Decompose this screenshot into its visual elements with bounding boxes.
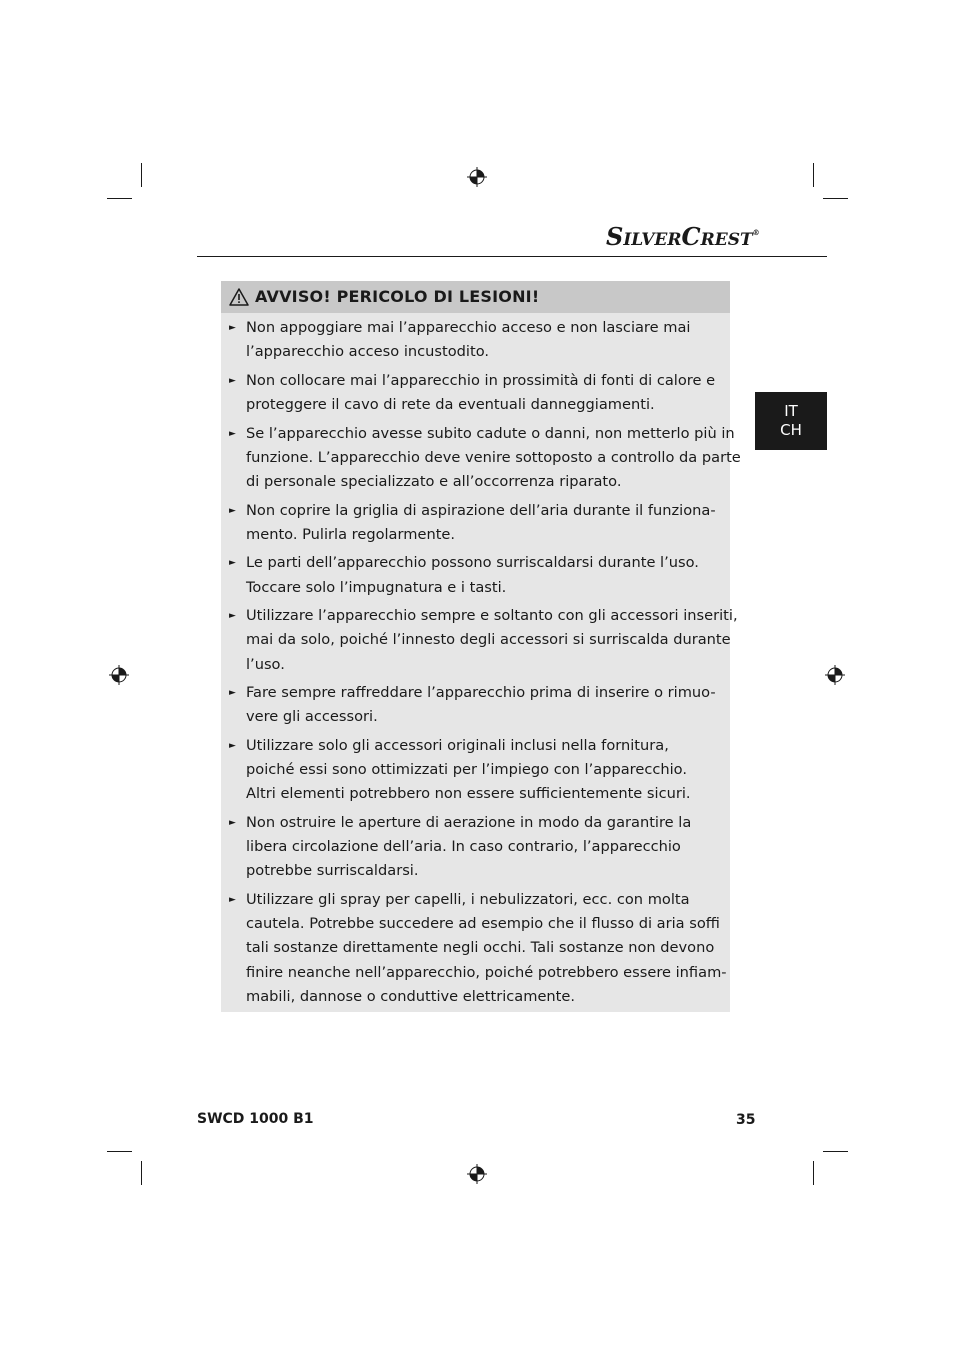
text-line: Non appoggiare mai l’apparecchio acceso e non lasciare mai — [246, 319, 691, 336]
page-number: 35 — [736, 1112, 756, 1128]
text-line: Fare sempre raffreddare l’apparecchio prima di inserire o rimuo- — [246, 684, 716, 702]
text-line: l’apparecchio acceso incustodito. — [246, 343, 490, 361]
warning-box — [221, 281, 741, 1012]
text-line: Non collocare mai l’apparecchio in prossimità di fonti di calore e — [246, 371, 716, 389]
registration-mark-icon — [109, 665, 129, 685]
warning-item-text — [246, 681, 726, 729]
text-line: libera circolazione dell’aria. In caso contrario, l’apparecchio — [246, 838, 681, 856]
text-line: Utilizzare gli spray per capelli, i nebulizzatori, ecc. con molta — [246, 891, 690, 908]
crop-mark — [813, 1161, 814, 1185]
warning-item-text — [246, 499, 726, 547]
text-line: mai da solo, poiché l’innesto degli accessori si surriscalda durante — [246, 631, 731, 649]
registered-mark: ® — [752, 228, 760, 237]
text-line: finire neanche nell’apparecchio, poiché potrebbero essere infiam- — [246, 963, 727, 981]
country-code: CH — [780, 421, 802, 439]
text-line: Non coprire la griglia di aspirazione dell’aria durante il funziona- — [246, 501, 716, 519]
language-tab — [755, 392, 827, 450]
bullet-arrow-icon: ► — [229, 558, 236, 569]
text-line: l’uso. — [246, 655, 285, 673]
logo-letters: REST — [700, 230, 753, 250]
text-line: poiché essi sono ottimizzati per l’impiego con l’apparecchio. — [246, 761, 687, 779]
header-rule — [197, 256, 827, 257]
language-code: IT — [784, 402, 798, 420]
text-line: mabili, dannose o conduttive elettricamente. — [246, 987, 576, 1005]
text-line: Toccare solo l’impugnatura e i tasti. — [246, 578, 507, 596]
bullet-arrow-icon: ► — [229, 818, 236, 828]
warning-item-text — [246, 422, 741, 495]
warning-item-text — [246, 369, 726, 417]
text-line: tali sostanze direttamente negli occhi. Tali sostanze non devono — [246, 939, 715, 957]
text-line: Utilizzare solo gli accessori originali inclusi nella fornitura, — [246, 737, 669, 754]
crop-mark — [813, 163, 814, 187]
crop-mark — [107, 1151, 132, 1152]
text-line: funzione. L’apparecchio deve venire sottoposto a controllo da parte — [246, 448, 741, 466]
text-line: proteggere il cavo di rete da eventuali danneggiamenti. — [246, 396, 655, 413]
warning-item-text — [246, 604, 738, 677]
registration-mark-icon — [825, 665, 845, 685]
registration-mark-icon — [467, 1164, 487, 1184]
text-line: mento. Pulirla regolarmente. — [246, 525, 456, 543]
bullet-arrow-icon: ► — [229, 375, 236, 386]
warning-item-text — [246, 734, 726, 807]
registration-mark-icon — [467, 167, 487, 187]
crop-mark — [823, 1151, 848, 1152]
text-line: Utilizzare l’apparecchio sempre e soltanto con gli accessori inseriti, — [246, 607, 738, 625]
text-line: Altri elementi potrebbero non essere sufficientemente sicuri. — [246, 785, 691, 803]
crop-mark — [107, 198, 132, 199]
warning-item-text — [246, 888, 726, 1009]
text-line: Se l’apparecchio avesse subito cadute o danni, non metterlo più in — [246, 424, 735, 442]
logo-letters: ILVER — [623, 230, 682, 250]
warning-triangle-icon — [229, 287, 249, 307]
bullet-arrow-icon: ► — [229, 323, 236, 333]
silvercrest-logo — [606, 222, 760, 251]
bullet-arrow-icon: ► — [229, 895, 236, 905]
warning-header — [221, 281, 730, 313]
crop-mark — [141, 1161, 142, 1185]
bullet-arrow-icon: ► — [229, 505, 236, 516]
warning-item-text — [246, 811, 726, 884]
warning-title: AVVISO! PERICOLO DI LESIONI! — [255, 287, 540, 306]
bullet-arrow-icon: ► — [229, 611, 236, 622]
text-line: vere gli accessori. — [246, 708, 378, 726]
bullet-arrow-icon: ► — [229, 688, 236, 699]
crop-mark — [141, 163, 142, 187]
logo-letter: C — [681, 222, 701, 251]
warning-item-text — [246, 316, 726, 364]
bullet-arrow-icon: ► — [229, 741, 236, 751]
warning-item-text — [246, 551, 726, 599]
text-line: Non ostruire le aperture di aerazione in modo da garantire la — [246, 814, 692, 831]
text-line: Le parti dell’apparecchio possono surriscaldarsi durante l’uso. — [246, 554, 699, 572]
text-line: di personale specializzato e all’occorrenza riparato. — [246, 473, 622, 490]
text-line: cautela. Potrebbe succedere ad esempio che il flusso di aria soffi — [246, 915, 720, 933]
logo-letter: S — [606, 222, 624, 251]
text-line: potrebbe surriscaldarsi. — [246, 862, 419, 880]
crop-mark — [823, 198, 848, 199]
model-number: SWCD 1000 B1 — [197, 1111, 314, 1127]
bullet-arrow-icon: ► — [229, 428, 236, 439]
